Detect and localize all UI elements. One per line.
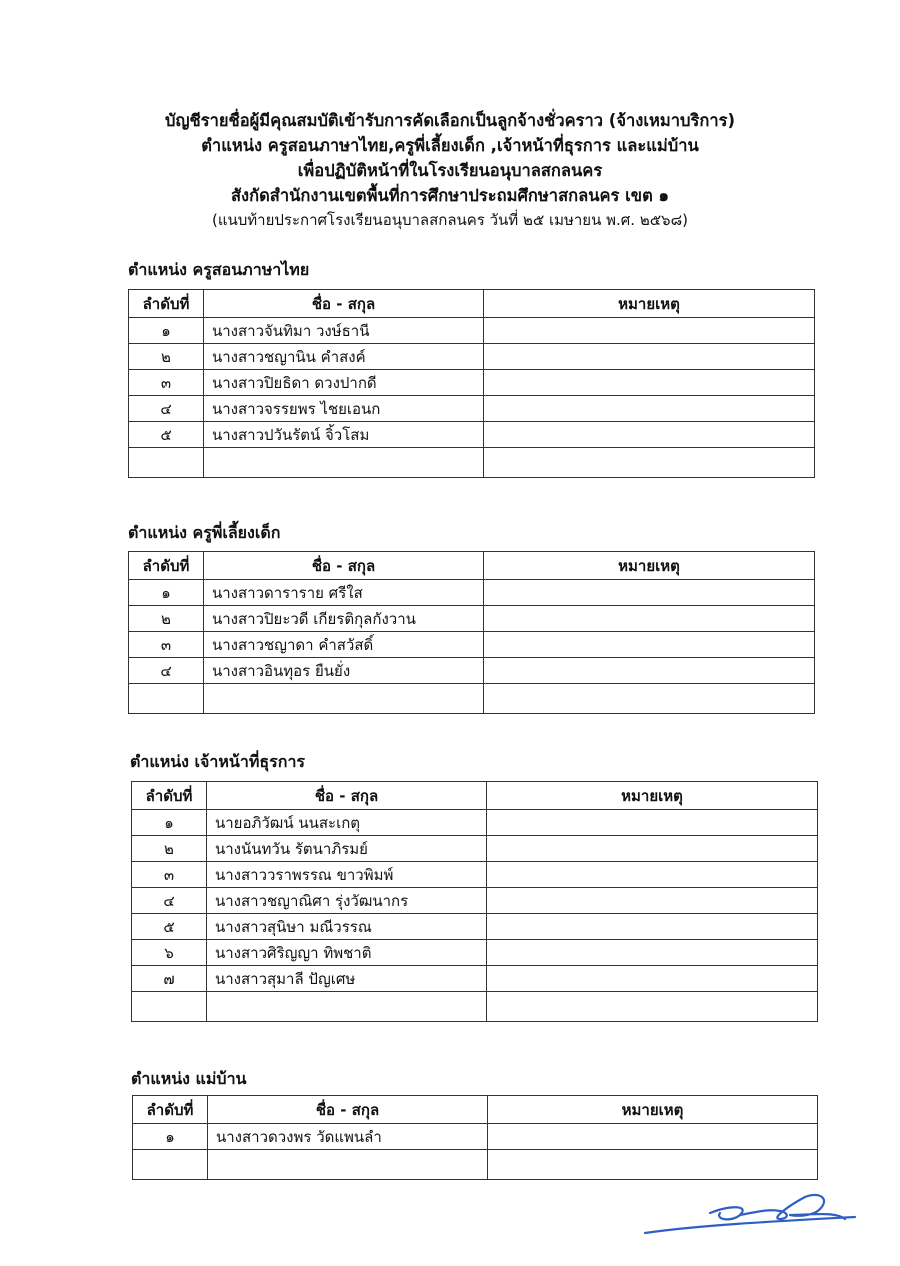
table-row (129, 396, 815, 422)
table-row (129, 606, 815, 632)
table-header-row (129, 552, 815, 580)
header-school: เพื่อปฏิบัติหน้าที่ในโรงเรียนอนุบาลสกลนคร (297, 161, 603, 180)
column-header-name: ชื่อ - สกุล (207, 782, 487, 810)
remark-cell (484, 422, 815, 448)
remark-cell (487, 888, 818, 914)
candidate-table (128, 289, 815, 478)
table-header-row (129, 290, 815, 318)
table-row (129, 422, 815, 448)
table-row (129, 632, 815, 658)
candidate-name: นางสาวชญาดา คำสวัสดิ์ (204, 632, 484, 658)
row-number: ๖ (132, 940, 207, 966)
row-number: ๔ (129, 658, 204, 684)
empty-cell (484, 684, 815, 714)
remark-cell (484, 580, 815, 606)
table-row (129, 318, 815, 344)
candidate-name: นายอภิวัฒน์ นนสะเกตุ (207, 810, 487, 836)
row-number: ๒ (132, 836, 207, 862)
candidate-name: นางสาวปิยธิดา ดวงปากดี (204, 370, 484, 396)
empty-row (129, 684, 815, 714)
remark-cell (487, 966, 818, 992)
column-header-remark: หมายเหตุ (487, 782, 818, 810)
row-number: ๓ (129, 370, 204, 396)
candidate-name: นางสาวชญาณิศา รุ่งวัฒนากร (207, 888, 487, 914)
table-row (129, 370, 815, 396)
remark-cell (488, 1124, 818, 1150)
table-header-row (133, 1096, 818, 1124)
header-positions: ตำแหน่ง ครูสอนภาษาไทย,ครูพี่เลี้ยงเด็ก ,เจ้าหน้าที่ธุรการ และแม่บ้าน (201, 136, 699, 155)
table-row (132, 888, 818, 914)
handwritten-signature-icon (640, 1175, 860, 1245)
section-title: ตำแหน่ง เจ้าหน้าที่ธุรการ (130, 752, 306, 771)
candidate-table (131, 781, 818, 1022)
table-row (132, 966, 818, 992)
remark-cell (484, 370, 815, 396)
empty-cell (132, 992, 207, 1022)
empty-cell (487, 992, 818, 1022)
candidate-name: นางสาววราพรรณ ขาวพิมพ์ (207, 862, 487, 888)
candidate-name: นางสาวดาราราย ศรีใส (204, 580, 484, 606)
table-row (132, 940, 818, 966)
row-number: ๑ (129, 318, 204, 344)
table-row (129, 344, 815, 370)
column-header-no: ลำดับที่ (129, 290, 204, 318)
candidate-name: นางสาวสุมาลี ปัญเศษ (207, 966, 487, 992)
remark-cell (487, 940, 818, 966)
column-header-no: ลำดับที่ (132, 782, 207, 810)
remark-cell (484, 344, 815, 370)
table-row (129, 580, 815, 606)
column-header-remark: หมายเหตุ (484, 552, 815, 580)
candidate-name: นางสาวอินทุอร ยืนยั่ง (204, 658, 484, 684)
candidate-name: นางนันทวัน รัตนาภิรมย์ (207, 836, 487, 862)
candidate-table (128, 551, 815, 714)
row-number: ๗ (132, 966, 207, 992)
row-number: ๒ (129, 606, 204, 632)
column-header-no: ลำดับที่ (129, 552, 204, 580)
document-header (0, 108, 900, 233)
row-number: ๕ (132, 914, 207, 940)
empty-cell (129, 684, 204, 714)
remark-cell (487, 836, 818, 862)
row-number: ๑ (129, 580, 204, 606)
candidate-name: นางสาวปิยะวดี เกียรติกุลกังวาน (204, 606, 484, 632)
remark-cell (484, 396, 815, 422)
row-number: ๑ (132, 810, 207, 836)
column-header-name: ชื่อ - สกุล (208, 1096, 488, 1124)
column-header-remark: หมายเหตุ (488, 1096, 818, 1124)
candidate-name: นางสาวจรรยพร ไชยเอนก (204, 396, 484, 422)
candidate-name: นางสาวศิริญญา ทิพชาติ (207, 940, 487, 966)
row-number: ๔ (129, 396, 204, 422)
empty-cell (133, 1150, 208, 1180)
section-title: ตำแหน่ง ครูสอนภาษาไทย (128, 260, 310, 279)
table-header-row (132, 782, 818, 810)
column-header-remark: หมายเหตุ (484, 290, 815, 318)
remark-cell (484, 606, 815, 632)
empty-cell (204, 448, 484, 478)
column-header-name: ชื่อ - สกุล (204, 290, 484, 318)
candidate-name: นางสาวชญานิน คำสงค์ (204, 344, 484, 370)
table-row (133, 1124, 818, 1150)
candidate-table (132, 1095, 818, 1180)
empty-cell (484, 448, 815, 478)
section-title: ตำแหน่ง แม่บ้าน (131, 1069, 247, 1088)
candidate-name: นางสาวจันทิมา วงษ์ธานี (204, 318, 484, 344)
table-row (132, 862, 818, 888)
remark-cell (484, 318, 815, 344)
remark-cell (484, 658, 815, 684)
column-header-name: ชื่อ - สกุล (204, 552, 484, 580)
table-row (132, 810, 818, 836)
remark-cell (487, 862, 818, 888)
remark-cell (487, 914, 818, 940)
candidate-name: นางสาวสุนิษา มณีวรรณ (207, 914, 487, 940)
row-number: ๑ (133, 1124, 208, 1150)
empty-row (132, 992, 818, 1022)
table-row (132, 836, 818, 862)
row-number: ๔ (132, 888, 207, 914)
candidate-name: นางสาวดวงพร วัดแพนลำ (208, 1124, 488, 1150)
remark-cell (484, 632, 815, 658)
row-number: ๕ (129, 422, 204, 448)
row-number: ๒ (129, 344, 204, 370)
empty-row (129, 448, 815, 478)
header-office: สังกัดสำนักงานเขตพื้นที่การศึกษาประถมศึกษาสกลนคร เขต ๑ (230, 186, 670, 205)
table-row (132, 914, 818, 940)
empty-cell (208, 1150, 488, 1180)
column-header-no: ลำดับที่ (133, 1096, 208, 1124)
empty-cell (204, 684, 484, 714)
empty-cell (207, 992, 487, 1022)
empty-cell (129, 448, 204, 478)
row-number: ๓ (129, 632, 204, 658)
header-note: (แนบท้ายประกาศโรงเรียนอนุบาลสกลนคร วันที่ ๒๕ เมษายน พ.ศ. ๒๕๖๘) (211, 211, 689, 229)
table-row (129, 658, 815, 684)
header-title: บัญชีรายชื่อผู้มีคุณสมบัติเข้ารับการคัดเลือกเป็นลูกจ้างชั่วคราว (จ้างเหมาบริการ) (164, 111, 735, 130)
section-title: ตำแหน่ง ครูพี่เลี้ยงเด็ก (128, 523, 281, 542)
remark-cell (487, 810, 818, 836)
candidate-name: นางสาวปวันรัตน์ จิ้วโสม (204, 422, 484, 448)
row-number: ๓ (132, 862, 207, 888)
